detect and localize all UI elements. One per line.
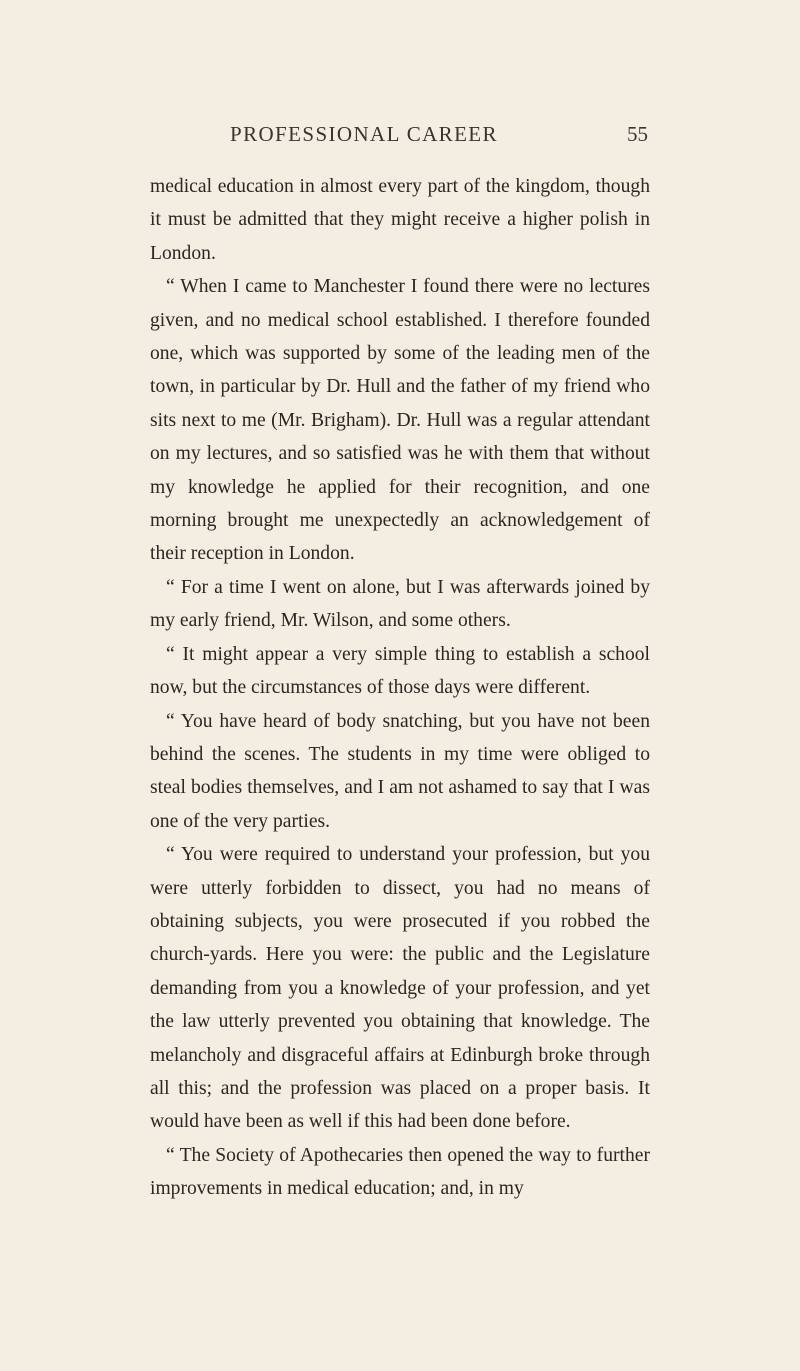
paragraph-establish-school: “ It might appear a very simple thing to establish a school now, but the circumstances of those days were different. [150, 643, 650, 699]
running-title: PROFESSIONAL CAREER [230, 122, 498, 146]
paragraph-body-snatching: “ You have heard of body snatching, but you have not been behind the scenes. The students in my time were obliged to steal bodies themselves, and I am not ashamed to say that I was one of the very parties. [150, 710, 650, 832]
paragraph-mr-wilson: “ For a time I went on alone, but I was afterwards joined by my early friend, Mr. Wilson, and some others. [150, 576, 650, 632]
paragraph-continuation: medical education in almost every part of the kingdom, though it must be admitted that they might receive a higher polish in London. [150, 176, 650, 264]
paragraph-profession-law: “ You were required to understand your profession, but you were utterly forbidden to dissect, you had no means of obtaining subjects, you were prosecuted if you robbed the church-yards. Here you were: the public and the Legislature demanding from you a knowledge of your profession, and yet the law utterly prevented you obtaining that knowledge. The melancholy and disgraceful affairs at Edinburgh broke through all this; and the profession was placed on a proper basis. It would have been as well if this had been done before. [150, 844, 650, 1133]
paragraph-apothecaries: “ The Society of Apothecaries then opened the way to further improvements in medical education; and, in my [150, 1144, 650, 1200]
running-head [150, 122, 648, 148]
paragraph-manchester-school: “ When I came to Manchester I found there were no lectures given, and no medical school established. I therefore founded one, which was supported by some of the leading men of the town, in particular by Dr. Hull and the father of my friend who sits next to me (Mr. Brigham). Dr. Hull was a regular attendant on my lectures, and so satisfied was he with them that without my knowledge he applied for their recognition, and one morning brought me unexpectedly an acknowledgement of their reception in London. [150, 276, 650, 565]
body-text [150, 170, 650, 1206]
page-number: 55 [627, 122, 648, 146]
